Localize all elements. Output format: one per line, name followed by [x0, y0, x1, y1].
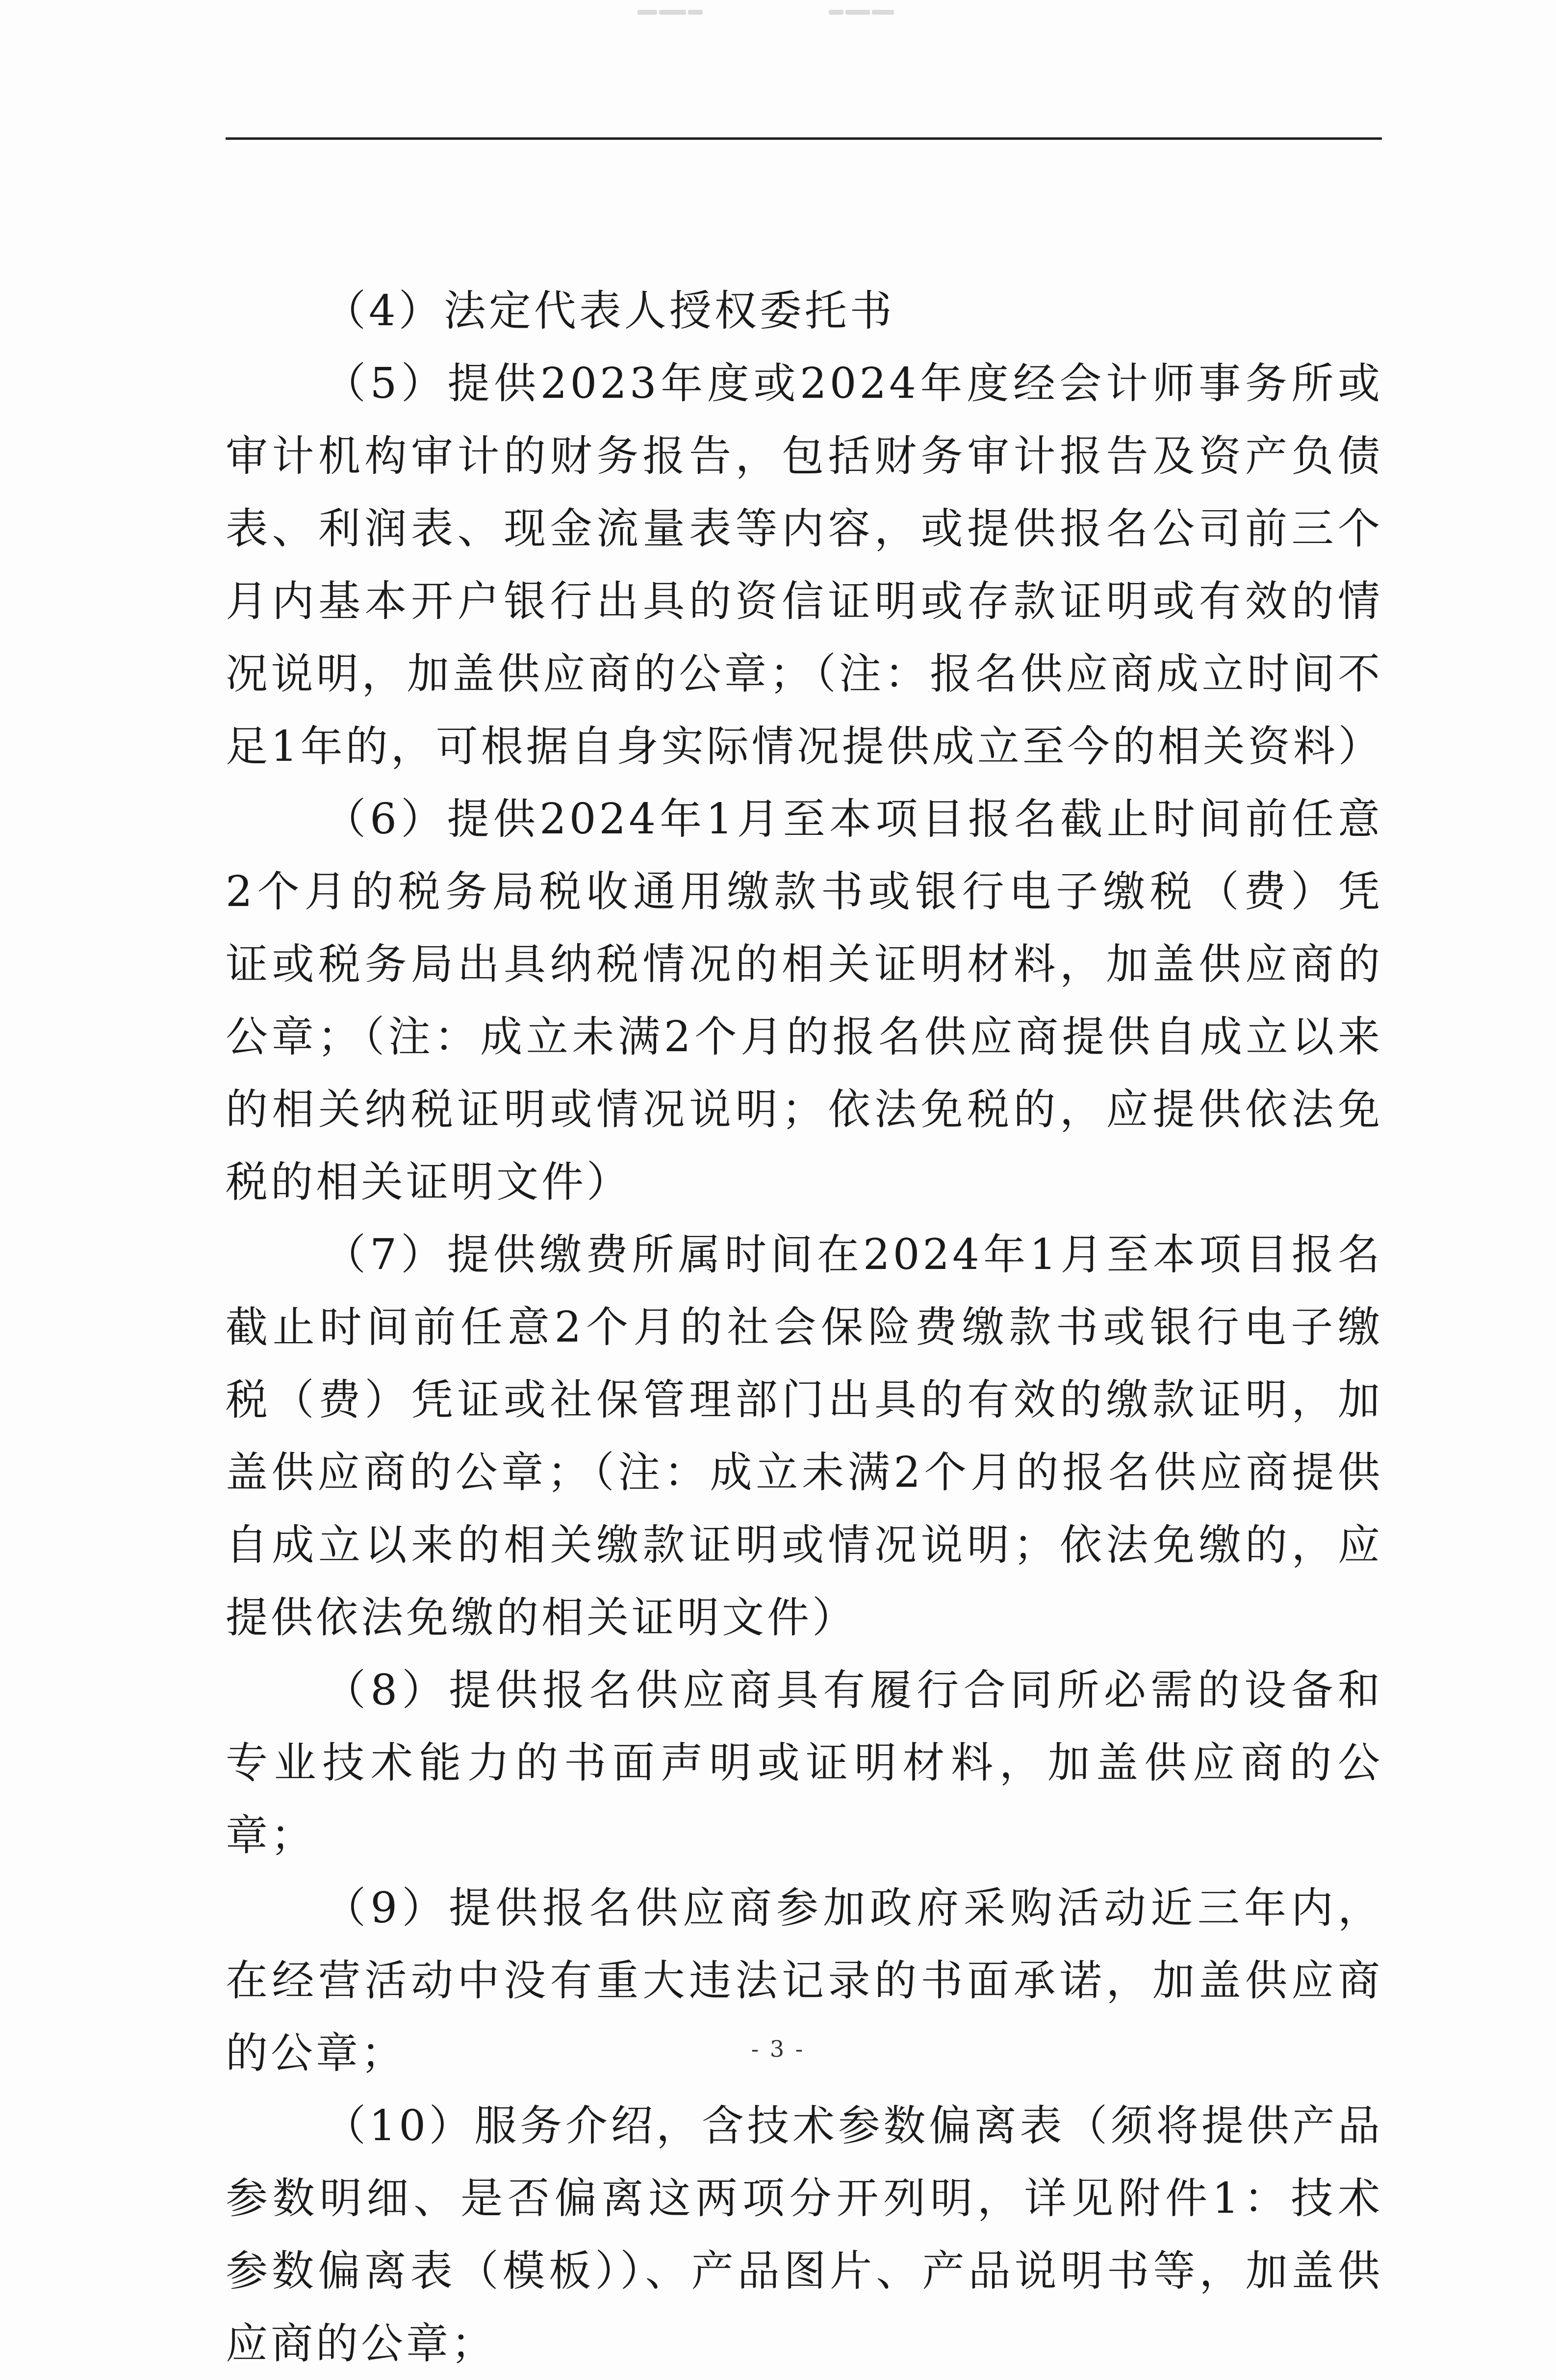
- paragraph-8: （8）提供报名供应商具有履行合同所必需的设备和专业技术能力的书面声明或证明材料，加盖供应商的公章；: [226, 1666, 1383, 1860]
- paragraph-9: （9）提供报名供应商参加政府采购活动近三年内，在经营活动中没有重大违法记录的书面承诺，加盖供应商的公章；: [226, 1884, 1383, 2078]
- document-body: [226, 275, 1383, 2380]
- paragraph-6: （6）提供2024年1月至本项目报名截止时间前任意2个月的税务局税收通用缴款书或银行电子缴税（费）凭证或税务局出具纳税情况的相关证明材料，加盖供应商的公章；（注：成立未满2个月的报名供应商提供自成立以来的相关纳税证明或情况说明；依法免税的，应提供依法免税的相关证明文件）: [226, 795, 1383, 1207]
- paragraph-4: （4）法定代表人授权委托书: [324, 286, 895, 336]
- page-number: - 3 -: [751, 2036, 805, 2062]
- header-stamp-mark-secondary: [829, 6, 912, 35]
- header-rule: [226, 137, 1382, 140]
- paragraph-7: （7）提供缴费所属时间在2024年1月至本项目报名截止时间前任意2个月的社会保险费缴款书或银行电子缴税（费）凭证或社保管理部门出具的有效的缴款证明，加盖供应商的公章；（注：成立未满2个月的报名供应商提供自成立以来的相关缴款证明或情况说明；依法免缴的，应提供依法免缴的相关证明文件）: [226, 1230, 1383, 1642]
- paragraph-5: （5）提供2023年度或2024年度经会计师事务所或审计机构审计的财务报告，包括财务审计报告及资产负债表、利润表、现金流量表等内容，或提供报名公司前三个月内基本开户银行出具的资信证明或存款证明或有效的情况说明，加盖供应商的公章；（注：报名供应商成立时间不足1年的，可根据自身实际情况提供成立至今的相关资料）: [226, 359, 1383, 771]
- paragraph-10: （10）服务介绍，含技术参数偏离表（须将提供产品参数明细、是否偏离这两项分开列明，详见附件1：技术参数偏离表（模板））、产品图片、产品说明书等，加盖供应商的公章；: [226, 2101, 1383, 2368]
- header-stamp-mark: [638, 6, 726, 35]
